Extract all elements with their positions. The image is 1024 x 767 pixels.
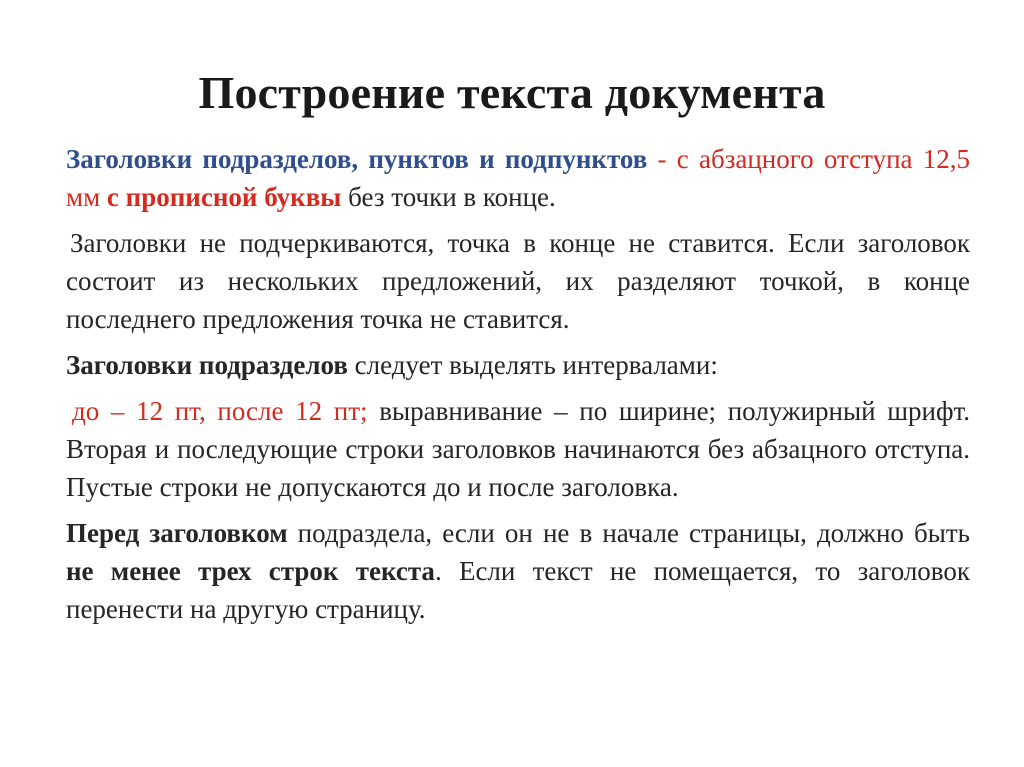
before-heading-term: Перед заголовком [66,518,288,548]
indent-spec: с абзацного отступа 12,5 мм [66,144,970,212]
spacing-values: до – 12 пт, после 12 пт; [72,396,368,426]
no-period-text: без точки в конце. [341,182,556,212]
paragraph-heading-format [66,140,970,216]
dash: - [647,144,677,174]
slide-body [66,140,970,636]
paragraph-spacing-intro [66,346,970,384]
spacing-intro-text: следует выделять интервалами: [347,350,718,380]
paragraph-spacing-values [66,392,970,506]
move-heading-text: . Если текст не помещается, то заголовок перенести на другую страницу. [66,556,970,624]
before-heading-text: подраздела, если он не в начале страницы, должно быть [287,518,970,548]
heading-terms: Заголовки подразделов, пунктов и подпунктов [66,144,648,174]
paragraph-underline-rule [66,224,970,338]
min-lines-term: не менее трех строк текста [66,556,435,586]
underline-rule-text: Заголовки не подчеркиваются, точка в конце не ставится. Если заголовок состоит из нескольких предложений, их разделяют точкой, в конце последнего предложения точка не ставится. [66,228,970,334]
subsection-headings-term: Заголовки подразделов [66,350,348,380]
paragraph-before-heading [66,514,970,628]
alignment-text: выравнивание – по ширине; полужирный шрифт. Вторая и последующие строки заголовков начинаются без абзацного отступа. Пустые строки не допускаются до и после заголовка. [66,396,970,502]
slide-title: Построение текста документа [198,67,826,118]
capital-letter-spec: с прописной буквы [106,182,342,212]
